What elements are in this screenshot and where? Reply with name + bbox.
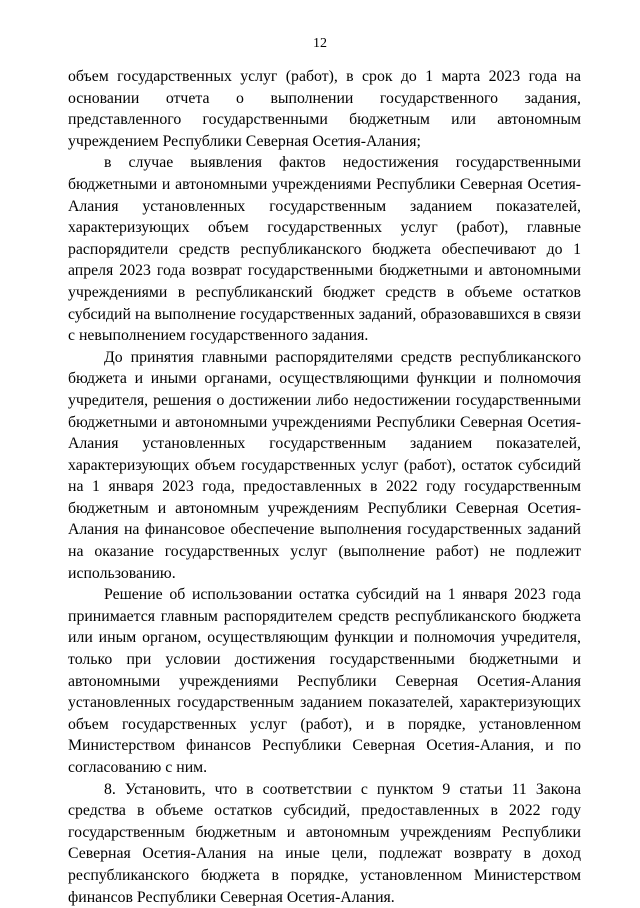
document-body: [68, 66, 581, 908]
page-number: 12: [313, 36, 327, 51]
paragraph-2: в случае выявления фактов недостижения государственными бюджетными и автономными учреждениями Республики Северная Осетия-Алания установленных государственным заданием показателей, характеризующих объем государственных услуг (работ), главные распорядители средств республиканского бюджета обеспечивают до 1 апреля 2023 года возврат государственными бюджетными и автономными учреждениями в республиканский бюджет средств в объеме остатков субсидий на выполнение государственных заданий, образовавшихся в связи с невыполнением государственного задания.: [68, 154, 581, 345]
paragraph-4: Решение об использовании остатка субсидий на 1 января 2023 года принимается главным распорядителем средств республиканского бюджета или иным органом, осуществляющим функции и полномочия учредителя, только при условии достижения государственными бюджетными и автономными учреждениями Республики Северная Осетия-Алания установленных государственным заданием показателей, характеризующих объем государственных услуг (работ), и в порядке, установленном Министерством финансов Республики Северная Осетия-Алания, и по согласованию с ним.: [68, 586, 581, 776]
paragraph-1: объем государственных услуг (работ), в срок до 1 марта 2023 года на основании отчета о выполнении государственного задания, представленного государственными бюджетным или автономным учреждением Республики Северная Осетия-Алания;: [68, 68, 581, 150]
paragraph-5: 8. Установить, что в соответствии с пунктом 9 статьи 11 Закона средства в объеме остатков субсидий, предоставленных в 2022 году государственным бюджетным и автономным учреждениям Республики Северная Осетия-Алания на иные цели, подлежат возврату в доход республиканского бюджета в порядке, установленном Министерством финансов Республики Северная Осетия-Алания.: [68, 780, 581, 906]
paragraph-3: До принятия главными распорядителями средств республиканского бюджета и иными органами, осуществляющими функции и полномочия учредителя, решения о достижении либо недостижении государственными бюджетными и автономными учреждениями Республики Северная Осетия-Алания установленных государственным заданием показателей, характеризующих объем государственных услуг (работ), остаток субсидий на 1 января 2023 года, предоставленных в 2022 году государственным бюджетным и автономным учреждениям Республики Северная Осетия-Алания на финансовое обеспечение выполнения государственных заданий на оказание государственных услуг (выполнение работ) не подлежит использованию.: [68, 348, 581, 582]
